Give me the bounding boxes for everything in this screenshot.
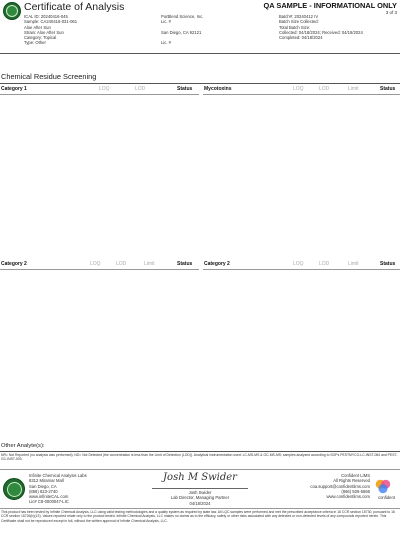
confident-logo-icon <box>374 477 392 495</box>
lims-info-line: All Rights Reserved <box>333 478 370 484</box>
category-label: Category 1 <box>1 86 27 92</box>
batch-info-line: Collected: 04/18/2024; Received: 04/18/2024 <box>279 29 363 35</box>
col-status: Status <box>177 86 193 92</box>
col-loq: LOQ <box>90 261 101 267</box>
lims-info-line: www.confidentlims.com <box>326 494 370 500</box>
batch-info-line: Completed: 04/18/2024 <box>279 35 323 41</box>
signer-title: Lab Director, Managing Partner <box>170 495 230 501</box>
lab-info <box>29 473 87 505</box>
category-label: Category 2 <box>1 261 27 267</box>
table-divider <box>203 269 400 270</box>
table-divider <box>0 269 199 270</box>
client-license: Lic. # <box>161 19 172 25</box>
disclaimer-text: This product has been tested by Infinite Chemical Analysis, LLC using valid testing methodologies and a quality system as required by state law. All LQC samples were performed and met the prescribed acceptance criteria in 16 CCR section 15730, pursuant to 16 CCR section 15726(b)(13). Values reported relate only to the product tested. Infinite Chemical Analysis, LLC makes no claims as to the efficacy, safety or other risks associated with any detected or non-detected levels of any compounds reported herein. This Certificate shall not be reproduced except in full, without the written approval of Infinite Chemical Analysis, LLC. <box>1 510 395 523</box>
footer-divider <box>0 469 400 470</box>
col-lod: LOD <box>319 86 330 92</box>
col-loq: LOQ <box>293 261 304 267</box>
batch-info <box>279 14 363 40</box>
col-status: Status <box>380 261 396 267</box>
signature-line <box>152 488 248 489</box>
signer-name: Josh Swider <box>188 490 212 495</box>
lims-info-line: coa.support@confidentlims.com <box>310 483 370 489</box>
col-status: Status <box>380 86 396 92</box>
category-label: Category 2 <box>204 261 230 267</box>
other-analytes-label: Other Analyte(s): <box>1 443 45 449</box>
signature: Josh M Swider <box>163 472 237 483</box>
client-name: PurBlend Science, Inc. <box>161 14 204 19</box>
notes-text: NR= Not Reported (no analysis was performed); ND= Not Detected (the concentration is less than the Limit of Detection (LOD)). Analytical instrumentation used: LC-MS-MS & GC-MS-MS; samples analyzed according to SOPs PESTMYCO-LC-INST-084 and PEST-GC-INST-003. <box>1 453 398 462</box>
lab-info-line: 8312 Miramar Mall <box>29 478 64 484</box>
sample-info-line: Sample: CA240416-031-061 <box>24 19 78 25</box>
qa-banner: QA SAMPLE - INFORMATIONAL ONLY <box>263 1 397 10</box>
lab-info-line: (858) 623-2740 <box>29 488 58 494</box>
col-lod: LOD <box>319 261 330 267</box>
lims-info-line: Confident LIMS <box>341 473 370 478</box>
table-divider <box>203 94 400 95</box>
lab-info-line: www.infiniteCAL.com <box>29 494 69 500</box>
page-number: 3 of 3 <box>385 10 397 15</box>
col-limit: Limit <box>348 261 359 267</box>
lims-info-line: (866) 506-5866 <box>341 488 370 494</box>
col-lod: LOD <box>116 261 127 267</box>
confident-logo-text: confident <box>378 495 395 500</box>
lab-info-line: Infinite Chemical Analysis Labs <box>29 473 87 478</box>
lab-logo-footer <box>3 478 25 500</box>
sample-info-line: ICAL ID: 20240416-045 <box>24 14 68 19</box>
lab-info-line: Lic# C8-0000047-LIC <box>29 499 69 505</box>
sample-info <box>24 14 77 46</box>
col-limit: Limit <box>348 86 359 92</box>
col-loq: LOQ <box>99 86 110 92</box>
signer-info <box>150 490 250 506</box>
col-loq: LOQ <box>293 86 304 92</box>
sample-info-line: Category: Topical <box>24 35 57 41</box>
lab-logo <box>3 2 21 20</box>
signed-date: 04/18/2024 <box>189 500 211 506</box>
table-divider <box>0 94 199 95</box>
client-city: San Diego, CA 92121 <box>161 29 202 35</box>
client-license-2: Lic. # <box>161 40 172 46</box>
section-title: Chemical Residue Screening <box>1 72 97 81</box>
lab-info-line: San Diego, CA <box>29 483 57 489</box>
page-title: Certificate of Analysis <box>24 1 125 13</box>
sample-info-line: Type: Other <box>24 40 46 46</box>
batch-info-line: Batch Size Collected: <box>279 19 319 25</box>
notes-divider <box>0 451 400 452</box>
col-limit: Limit <box>144 261 155 267</box>
batch-info-line: Batch#: 20240412 IV <box>279 14 319 19</box>
section-divider <box>0 83 400 84</box>
col-status: Status <box>177 261 193 267</box>
sample-info-line: Strain: Aloe After Sun <box>24 29 64 35</box>
lims-info <box>310 473 370 499</box>
disclaimer-divider <box>0 508 400 509</box>
batch-info-line: Total Batch Size: <box>279 24 311 30</box>
client-info <box>161 14 203 46</box>
sample-info-line: Aloe After Sun <box>24 24 51 30</box>
header-divider <box>0 53 400 54</box>
col-lod: LOD <box>135 86 146 92</box>
category-label: Mycotoxins <box>204 86 232 92</box>
